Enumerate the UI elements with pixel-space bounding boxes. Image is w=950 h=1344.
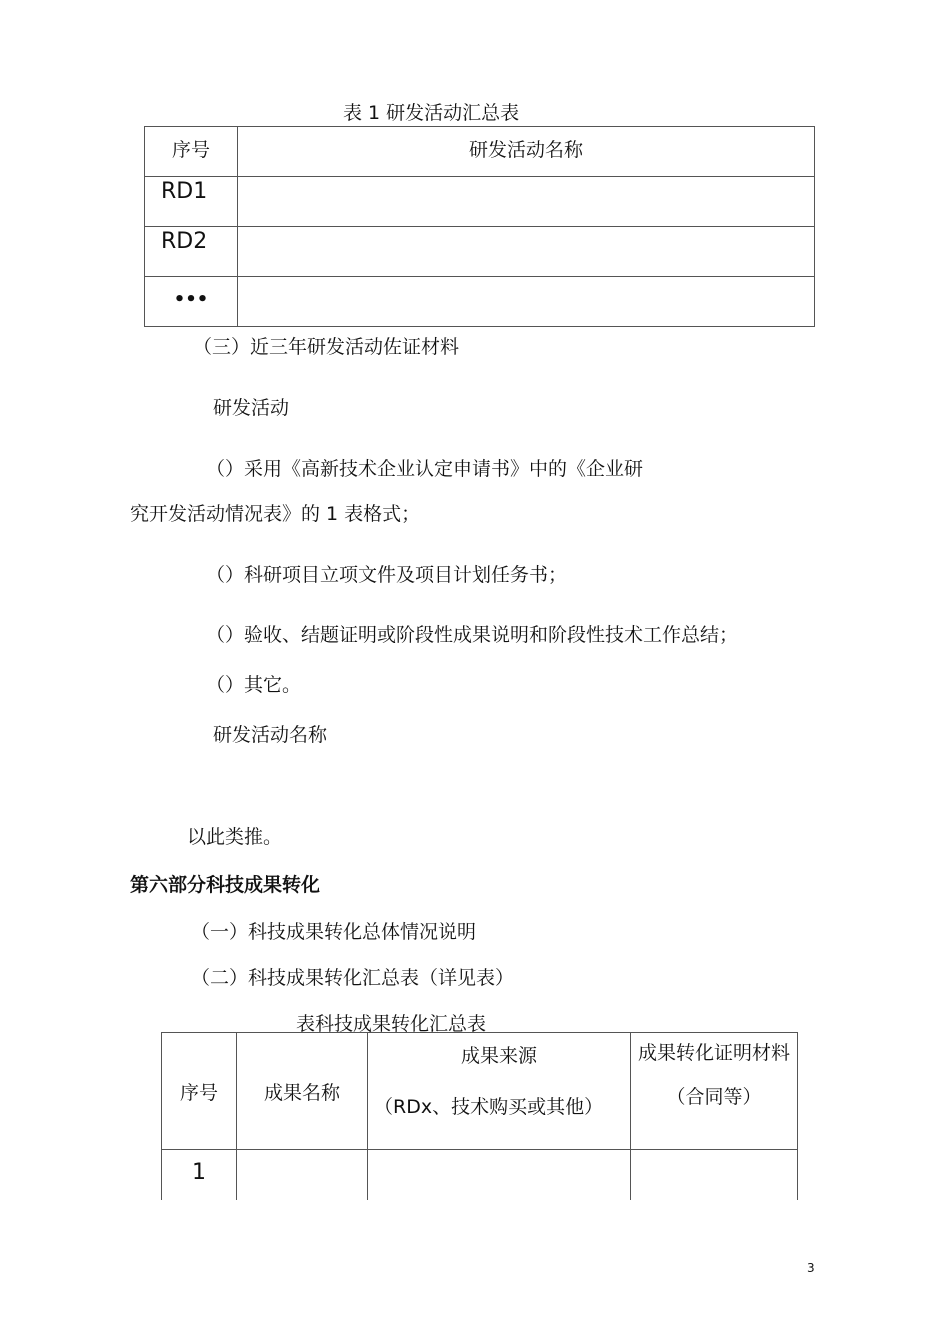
header-result-name: 成果名称 [237, 1033, 368, 1150]
row-activity-name [238, 177, 815, 227]
table-row [145, 277, 815, 327]
row-activity-name [238, 277, 815, 327]
material-item-2: （）科研项目立项文件及项目计划任务书； [206, 564, 568, 586]
header-seq: 序号 [162, 1033, 237, 1150]
row-result-name [237, 1150, 368, 1200]
material-item-1b: 究开发活动情况表》的 1 表格式； [130, 503, 421, 525]
rd-activity-name-label: 研发活动名称 [213, 724, 328, 746]
material-item-1a: （）采用《高新技术企业认定申请书》中的《企业研 [206, 458, 644, 480]
table-row [145, 177, 815, 227]
header-source [368, 1033, 631, 1150]
header-proof-title: 成果转化证明材料 [637, 1042, 790, 1064]
rd-activity-title: 研发活动 [213, 397, 290, 419]
table1-caption: 表 1 研发活动汇总表 [343, 102, 520, 124]
header-seq: 序号 [145, 127, 238, 177]
row-seq: 1 [162, 1150, 237, 1200]
row-seq: RD1 [145, 177, 238, 227]
material-item-3: （）验收、结题证明或阶段性成果说明和阶段性技术工作总结； [206, 624, 739, 646]
table-row [145, 227, 815, 277]
rd-activity-summary-table [144, 126, 815, 327]
row-seq: RD2 [145, 227, 238, 277]
header-proof [631, 1033, 798, 1150]
row-seq-ellipsis: ••• [145, 277, 238, 327]
table2-caption: 表科技成果转化汇总表 [296, 1013, 487, 1035]
row-proof [631, 1150, 798, 1200]
table-header-row [145, 127, 815, 177]
part6-title: 第六部分科技成果转化 [130, 874, 321, 896]
tech-transfer-summary-table [161, 1032, 798, 1200]
part6-sub2: （二）科技成果转化汇总表（详见表） [191, 967, 515, 989]
row-activity-name [238, 227, 815, 277]
etc-text: 以此类推。 [187, 826, 283, 848]
header-activity-name: 研发活动名称 [238, 127, 815, 177]
section3-heading: （三）近三年研发活动佐证材料 [193, 336, 460, 358]
header-source-note: （RDx、技术购买或其他） [374, 1096, 604, 1118]
material-item-4: （）其它。 [206, 674, 302, 696]
page-number: 3 [807, 1261, 815, 1275]
row-source [368, 1150, 631, 1200]
part6-sub1: （一）科技成果转化总体情况说明 [191, 921, 477, 943]
header-source-title: 成果来源 [460, 1045, 537, 1067]
header-proof-note: （合同等） [666, 1086, 762, 1108]
table-row [162, 1150, 798, 1200]
table-header-row [162, 1033, 798, 1150]
